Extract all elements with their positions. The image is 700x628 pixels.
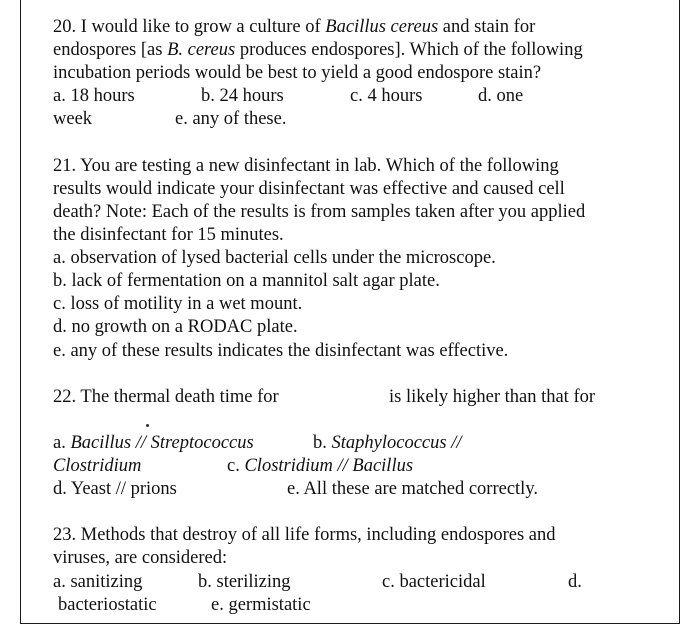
q20-option-b: b. 24 hours bbox=[201, 86, 284, 106]
q21-line-3: death? Note: Each of the results is from samples taken after you applied bbox=[53, 202, 586, 222]
q23-line-2: viruses, are considered: bbox=[53, 548, 228, 568]
q23-option-a: a. sanitizing bbox=[53, 572, 143, 592]
q21-option-a: a. observation of lysed bacterial cells under the microscope. bbox=[53, 248, 496, 268]
stray-mark bbox=[146, 424, 149, 427]
q20-option-c: c. 4 hours bbox=[350, 86, 423, 106]
q21-option-e: e. any of these results indicates the disinfectant was effective. bbox=[53, 341, 509, 361]
q20-line-2: endospores [as B. cereus produces endospores]. Which of the following bbox=[53, 40, 583, 60]
q21-option-b: b. lack of fermentation on a mannitol salt agar plate. bbox=[53, 271, 440, 291]
q22-option-b: b. Staphylococcus // bbox=[313, 433, 462, 453]
q22-option-d: d. Yeast // prions bbox=[53, 479, 177, 499]
q20-line-1: 20. I would like to grow a culture of Bacillus cereus and stain for bbox=[53, 17, 536, 37]
q23-option-e: e. germistatic bbox=[211, 595, 311, 615]
q22-stem-left: 22. The thermal death time for bbox=[53, 387, 279, 407]
q20-option-a: a. 18 hours bbox=[53, 86, 135, 106]
q22-option-e: e. All these are matched correctly. bbox=[287, 479, 538, 499]
q23-option-b: b. sterilizing bbox=[198, 572, 291, 592]
q22-option-c: c. Clostridium // Bacillus bbox=[227, 456, 414, 476]
q21-line-4: the disinfectant for 15 minutes. bbox=[53, 225, 284, 245]
q20-line-3: incubation periods would be best to yield a good endospore stain? bbox=[53, 63, 542, 83]
q21-option-d: d. no growth on a RODAC plate. bbox=[53, 317, 298, 337]
q22-option-b-cont: Clostridium bbox=[53, 456, 142, 476]
q23-option-c: c. bactericidal bbox=[382, 572, 486, 592]
q21-option-c: c. loss of motility in a wet mount. bbox=[53, 294, 303, 314]
q20-option-d-cont: week bbox=[53, 109, 93, 129]
q20-option-d: d. one bbox=[478, 86, 524, 106]
q20-option-e: e. any of these. bbox=[175, 109, 287, 129]
q21-line-1: 21. You are testing a new disinfectant in lab. Which of the following bbox=[53, 156, 559, 176]
q23-line-1: 23. Methods that destroy of all life forms, including endospores and bbox=[53, 525, 556, 545]
q23-option-d: d. bbox=[568, 572, 582, 592]
q21-line-2: results would indicate your disinfectant was effective and caused cell bbox=[53, 179, 565, 199]
q22-stem-right: is likely higher than that for bbox=[389, 387, 596, 407]
q23-option-d-cont: bacteriostatic bbox=[58, 595, 157, 615]
q22-option-a: a. Bacillus // Streptococcus bbox=[53, 433, 254, 453]
